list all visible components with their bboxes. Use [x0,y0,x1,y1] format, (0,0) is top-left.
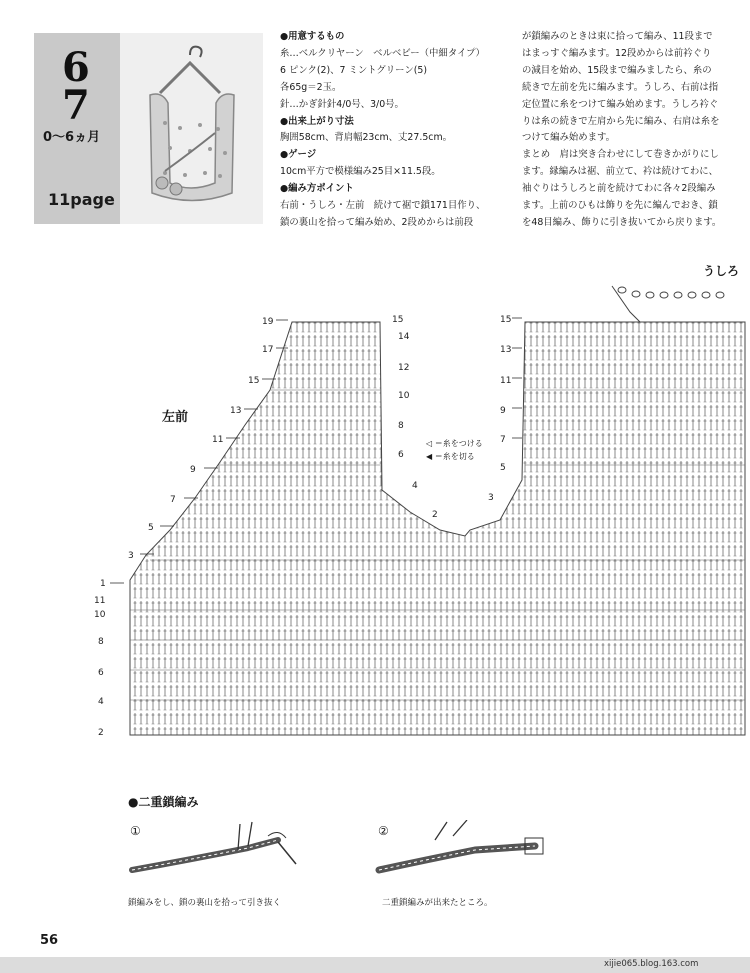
row-label: 17 [262,345,274,355]
step-1-marker: ① [130,824,141,838]
instruction-line: 各65g＝2玉。 [280,81,342,93]
row-label: 15 [500,315,512,325]
instruction-line: ます。上前のひもは飾りを先に編んでおき、鎖 [522,200,718,212]
back-label: うしろ [703,264,740,278]
row-label: 19 [262,317,274,327]
row-label: 13 [230,406,242,416]
double-chain-step-1-illustration [128,820,308,880]
row-label: 5 [500,463,506,473]
instructions-column-1 [280,29,512,232]
row-label: 7 [500,435,506,445]
instruction-line: はまっすぐ編みます。12段めからは前衿ぐり [522,47,712,59]
instruction-line: 定位置に糸をつけて編み始めます。うしろ衿ぐ [522,98,719,110]
pattern-number-6: 6 [62,44,90,91]
step-2-caption: 二重鎖編みが出来たところ。 [382,898,493,908]
instruction-line: 袖ぐりはうしろと前を続けてわに各々2段編み [522,183,716,195]
crochet-chart [0,250,750,760]
row-label: 3 [488,493,494,503]
step-2-marker: ② [378,824,389,838]
instruction-line: つけて編み始めます。 [522,132,615,144]
row-label: 7 [170,495,176,505]
row-label: 9 [500,406,506,416]
instruction-line: 鎖の裏山を拾って編み始め、2段めからは前段 [280,216,474,228]
instruction-line: ます。縁編みは裾、前立て、衿は続けてわに、 [522,166,718,178]
row-label: 4 [98,697,104,707]
row-label: 13 [500,345,512,355]
row-label: 10 [94,610,106,620]
instruction-line: ●編み方ポイント [280,183,354,195]
legend-cut-yarn: ◀ ＝糸を切る [426,452,475,461]
pattern-number-7: 7 [62,82,90,129]
instruction-line: 6 ピンク(2)、7 ミントグリーン(5) [280,64,428,76]
row-label: 2 [98,728,104,738]
source-credit: xijie065.blog.163.com [604,959,699,969]
row-label: 5 [148,523,154,533]
photo-page-reference: 11page [48,190,115,209]
row-label: 12 [398,363,410,373]
instruction-line: 続きで左前を先に編みます。うしろ、右前は指 [522,81,719,93]
instruction-line: ●出来上がり寸法 [280,115,354,127]
instruction-line: ●用意するもの [280,31,345,42]
row-label: 10 [398,391,410,401]
instruction-line: 針…かぎ針針4/0号、3/0号。 [280,98,404,110]
instruction-line: の減目を始め、15段まで編みましたら、糸の [522,64,712,76]
row-label: 11 [212,435,224,445]
double-chain-step-2-illustration [375,820,555,880]
instruction-line: 10cm平方で模様編み25目×11.5段。 [280,166,441,178]
instruction-line: ●ゲージ [280,149,317,161]
row-label: 15 [248,376,260,386]
instruction-line: 右前・うしろ・左前 続けて裾で鎖171目作り、 [280,200,486,212]
instruction-line: 胸囲58cm、背肩幅23cm、丈27.5cm。 [280,132,452,144]
row-label: 6 [398,450,404,460]
row-label: 4 [412,481,418,491]
row-label: 6 [98,668,104,678]
left-front-label: 左前 [162,410,189,425]
instruction-line: を48目編み、飾りに引き抜いてから戻ります。 [522,216,722,228]
row-label: 9 [190,465,196,475]
row-label: 15 [392,315,404,325]
technique-title: ●二重鎖編み [128,795,199,809]
row-label: 8 [98,637,104,647]
vest-photo [120,33,263,224]
row-label: 8 [398,421,404,431]
instruction-line: 糸…ベルクリヤーン ベルベビー（中細タイプ） [280,47,485,59]
step-1-caption: 鎖編みをし、鎖の裏山を拾って引き抜く [128,898,282,908]
age-range: 0〜6ヵ月 [43,130,101,145]
legend-attach-yarn: ◁ ＝糸をつける [426,439,483,448]
instruction-line: が鎖編みのときは束に拾って編み、11段まで [522,31,713,42]
chart-legend [426,437,483,463]
row-label: 11 [94,596,106,606]
vest-illustration [120,33,263,224]
row-label: 3 [128,551,134,561]
instruction-line: まとめ 肩は突き合わせにして巻きかがりにし [522,149,719,161]
instruction-line: りは糸の続きで左肩から先に編み、右肩は糸を [522,115,720,127]
row-label: 2 [432,510,438,520]
instructions-column-2 [522,29,746,232]
row-label: 14 [398,332,410,342]
page-number: 56 [40,933,59,948]
row-label: 11 [500,376,512,386]
row-label: 1 [100,579,106,589]
